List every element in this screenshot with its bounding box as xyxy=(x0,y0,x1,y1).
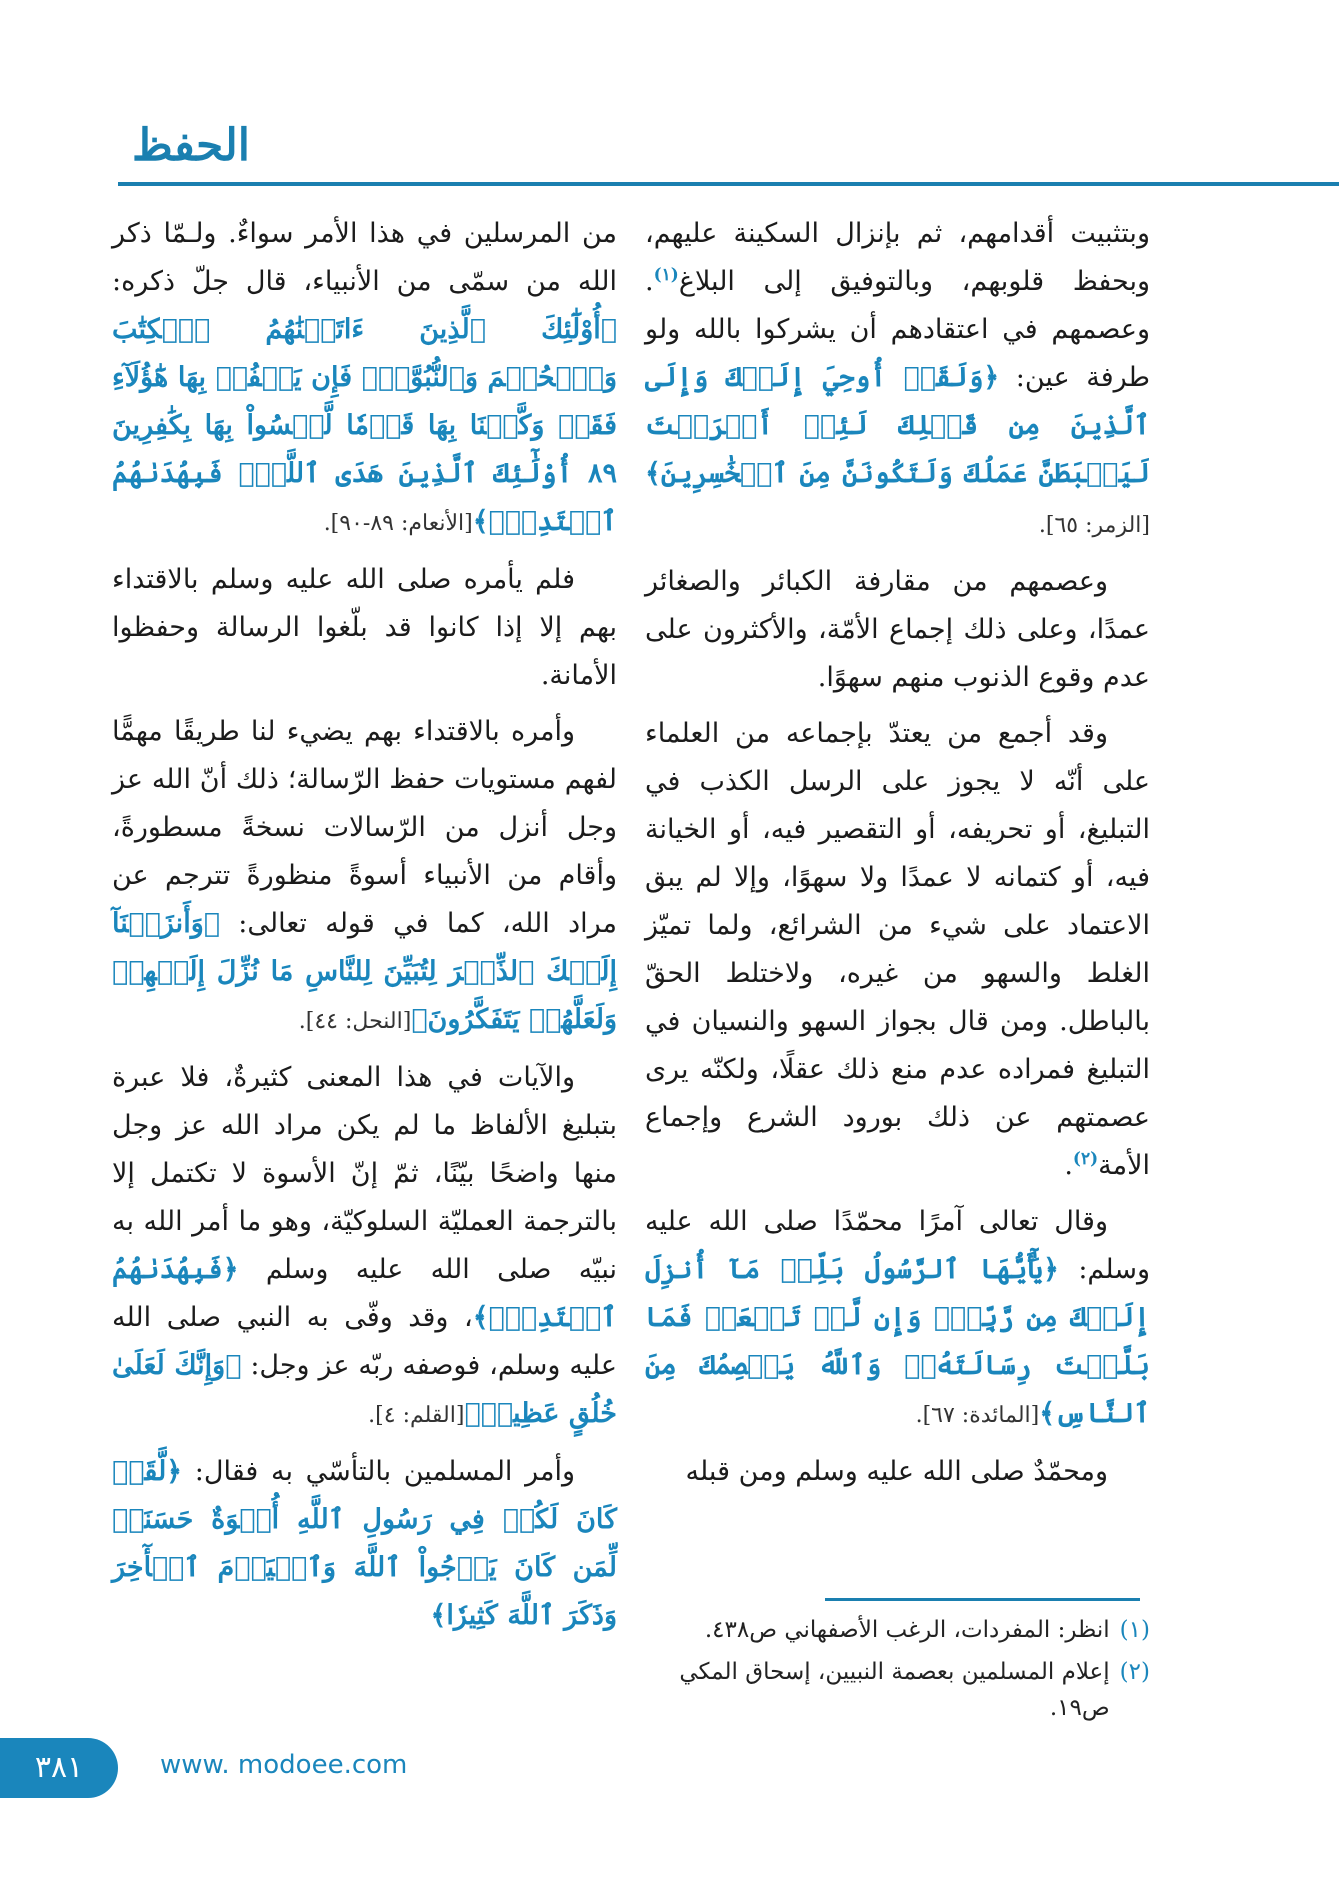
paragraph-text: ، وقد وفّى به النبي صلى الله عليه وسلم، فوصفه ربّه عز وجل: xyxy=(112,1302,617,1381)
footnote-number: (٢) xyxy=(1119,1659,1150,1685)
verse-reference: [الزمر: ٦٥]. xyxy=(1038,513,1150,538)
footnote xyxy=(645,1654,1150,1726)
quran-verse: ﴿يَٰٓأَيُّهَا ٱلرَّسُولُ بَلِّغۡ مَآ أُنزِلَ إِلَيۡكَ مِن رَّبِّكَۖ وَإِن لَّمۡ تَفۡعَلۡ فَمَا بَلَّغۡتَ رِسَالَتَهُۥۚ وَٱللَّهُ يَعۡصِمُكَ مِنَ ٱلنَّاسِ﴾ xyxy=(645,1254,1150,1429)
verse-reference: [القلم: ٤]. xyxy=(368,1403,465,1428)
paragraph: فلم يأمره صلى الله عليه وسلم بالاقتداء بهم إلا إذا كانوا قد بلّغوا الرسالة وحفظوا الأمانة. xyxy=(112,564,617,691)
paragraph-text: وقال تعالى آمرًا محمّدًا صلى الله عليه وسلم: xyxy=(645,1206,1151,1285)
verse-reference: [النحل: ٤٤]. xyxy=(298,1009,412,1034)
quran-verse: ﴿وَأَنزَلۡنَآ إِلَيۡكَ ٱلذِّكۡرَ لِتُبَيِّنَ لِلنَّاسِ مَا نُزِّلَ إِلَيۡهِمۡ وَلَعَلَّهُمۡ يَتَفَكَّرُونَ﴾ xyxy=(112,908,617,1035)
paragraph-text: وأمره بالاقتداء بهم يضيء لنا طريقًا مهمًّا لفهم مستويات حفظ الرّسالة؛ ذلك أنّ الله عز وجل أنزل من الرّسالات نسخةً مسطورةً، وأقام من الأنبياء أسوةً منظورةً تترجم عن مراد الله، كما في قوله تعالى: xyxy=(112,716,617,939)
paragraph xyxy=(645,710,1150,1190)
paragraph: ومحمّدٌ صلى الله عليه وسلم ومن قبله xyxy=(685,1456,1108,1487)
footnotes xyxy=(645,1612,1150,1732)
footnote-divider xyxy=(825,1598,1140,1601)
paragraph-text: من المرسلين في هذا الأمر سواءٌ. ولـمّا ذكر الله من سمّى من الأنبياء، قال جلّ ذكره: xyxy=(112,218,617,297)
quran-verse: ﴿لَّقَدۡ كَانَ لَكُمۡ فِي رَسُولِ ٱللَّهِ أُسۡوَةٌ حَسَنَةٞ لِّمَن كَانَ يَرۡجُواْ ٱللَّهَ وَٱلۡيَوۡمَ ٱلۡأٓخِرَ وَذَكَرَ ٱللَّهَ كَثِيرٗا﴾ xyxy=(112,1456,617,1631)
paragraph-text: والآيات في هذا المعنى كثيرةٌ، فلا عبرة بتبليغ الألفاظ ما لم يكن مراد الله عز وجل منها واضحًا بيّنًا، ثمّ إنّ الأسوة لا تكتمل إلا بالترجمة العمليّة السلوكيّة، وهو ما أمر الله به نبيّه صلى الله عليه وسلم xyxy=(112,1062,617,1285)
footnote-text: إعلام المسلمين بعصمة النبيين، إسحاق المكي ص١٩. xyxy=(679,1659,1110,1721)
right-text-column xyxy=(645,210,1150,1504)
paragraph xyxy=(645,1198,1150,1440)
quran-verse: ﴿أُوْلَٰٓئِكَ ٱلَّذِينَ ءَاتَيۡنَٰهُمُ ٱلۡكِتَٰبَ وَٱلۡحُكۡمَ وَٱلنُّبُوَّةَۚ فَإِن يَكۡفُرۡ بِهَا هَٰٓؤُلَآءِ فَقَدۡ وَكَّلۡنَا بِهَا قَوۡمٗا لَّيۡسُواْ بِهَا بِكَٰفِرِينَ ٨٩ أُوْلَٰٓئِكَ ٱلَّذِينَ هَدَى ٱللَّهُۖ فَبِهُدَىٰهُمُ ٱقۡتَدِهۡۗ﴾ xyxy=(112,314,617,537)
footnote-ref[interactable]: (٢) xyxy=(1072,1149,1099,1169)
paragraph xyxy=(112,708,617,1046)
quran-verse: ﴿فَبِهُدَىٰهُمُ ٱقۡتَدِهۡۗ﴾ xyxy=(112,1254,617,1333)
paragraph-text: . وعصمهم في اعتقادهم أن يشركوا بالله ولو طرفة عين: xyxy=(645,266,1150,393)
paragraph-text: وبتثبيت أقدامهم، ثم بإنزال السكينة عليهم، وبحفظ قلوبهم، وبالتوفيق إلى البلاغ xyxy=(645,218,1150,297)
footnote-ref[interactable]: (١) xyxy=(653,265,679,285)
footnote-number: (١) xyxy=(1119,1617,1150,1643)
verse-reference: [المائدة: ٦٧]. xyxy=(915,1403,1040,1428)
paragraph-text: وقد أجمع من يعتدّ بإجماعه من العلماء على أنّه لا يجوز على الرسل الكذب في التبليغ، أو تحريفه، أو التقصير فيه، أو الخيانة فيه، أو كتمانه لا عمدًا ولا سهوًا، وإلا لم يبق الاعتماد على شيء من الشرائع، ولما تميّز الغلط والسهو من غيره، ولاختلط الحقّ بالباطل. ومن قال بجواز السهو والنسيان في التبليغ فمراده عدم منع ذلك عقلًا، ولكنّه يرى عصمتهم عن ذلك بورود الشرع وإجماع الأمة xyxy=(645,718,1150,1181)
paragraph xyxy=(112,210,617,548)
quran-verse: ﴿وَإِنَّكَ لَعَلَىٰ خُلُقٍ عَظِيمٖ﴾ xyxy=(112,1350,617,1429)
footnote-text: انظر: المفردات، الرغب الأصفهاني ص٤٣٨. xyxy=(704,1617,1110,1643)
paragraph: وعصمهم من مقارفة الكبائر والصغائر عمدًا، وعلى ذلك إجماع الأمّة، والأكثرون على عدم وقوع الذنوب منهم سهوًا. xyxy=(645,566,1150,693)
paragraph-text: وأمر المسلمين بالتأسّي به فقال: xyxy=(182,1456,575,1487)
page-number-badge: ٣٨١ xyxy=(0,1738,118,1798)
paragraph xyxy=(645,210,1150,550)
verse-reference: [الأنعام: ٨٩-٩٠]. xyxy=(323,511,473,536)
paragraph xyxy=(112,1448,617,1640)
section-title: الحفظ xyxy=(131,120,250,171)
paragraph-text: . xyxy=(1064,1150,1073,1181)
website-link[interactable]: www. modoee.com xyxy=(160,1750,408,1780)
left-text-column xyxy=(112,210,617,1648)
header-divider xyxy=(118,182,1339,186)
paragraph xyxy=(112,1054,617,1440)
quran-verse: ﴿وَلَقَدۡ أُوحِيَ إِلَيۡكَ وَإِلَى ٱلَّذِينَ مِن قَبۡلِكَ لَئِنۡ أَشۡرَكۡتَ لَيَحۡبَطَنَّ عَمَلُكَ وَلَتَكُونَنَّ مِنَ ٱلۡخَٰسِرِينَ﴾ xyxy=(645,362,1150,489)
footnote xyxy=(645,1612,1150,1648)
